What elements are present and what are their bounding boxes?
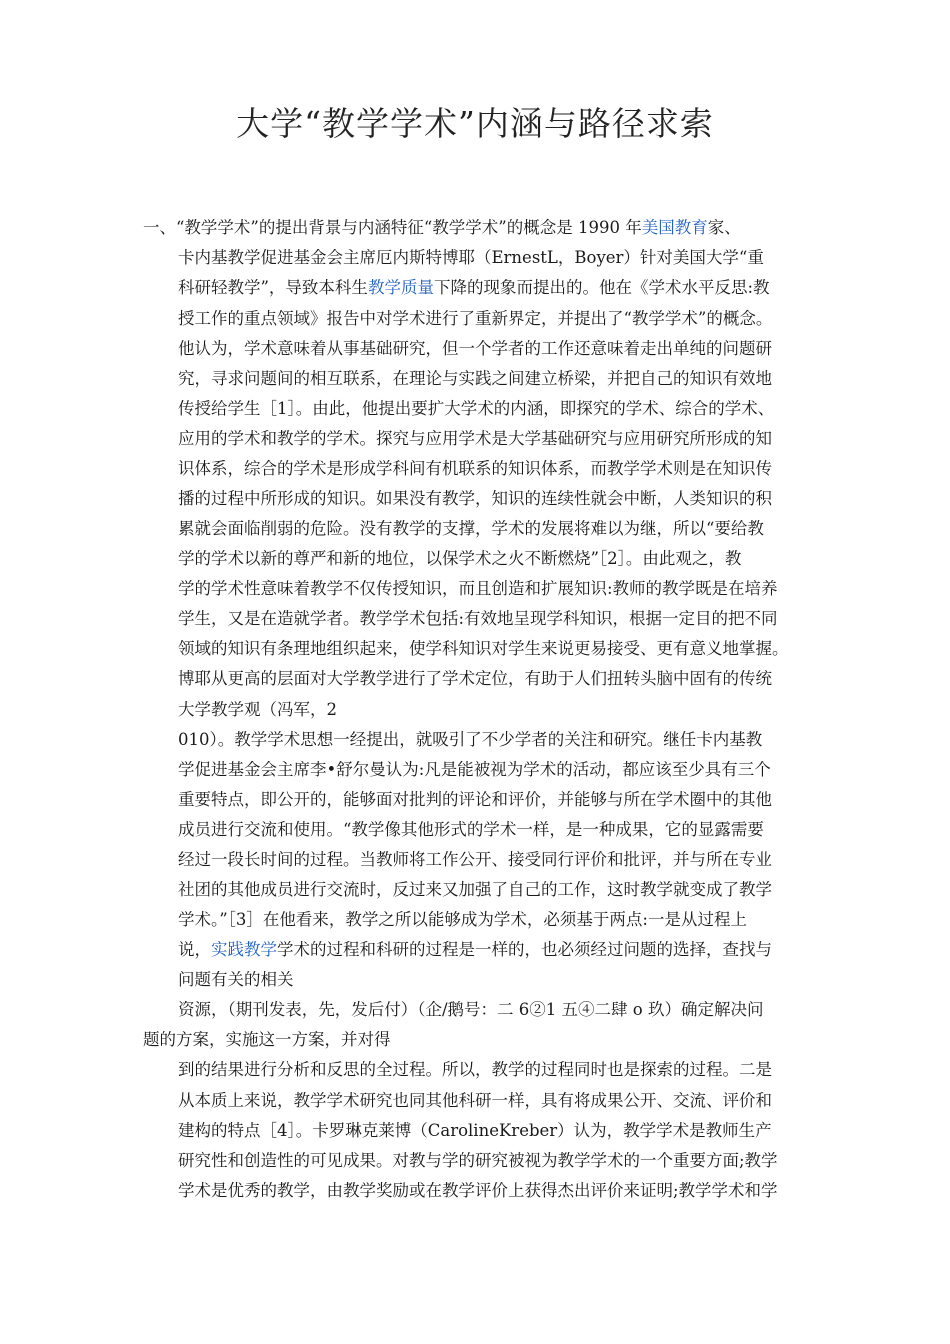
link-practical-teaching[interactable]: 实践教学 <box>211 940 277 959</box>
text-line: 从本质上来说，教学学术研究也同其他科研一样，具有将成果公开、交流、评价和 <box>178 1091 772 1110</box>
text-line: 题的方案，实施这一方案，并对得 <box>143 1030 391 1049</box>
text-line: 识体系，综合的学术是形成学科间有机联系的知识体系，而教学学术则是在知识传 <box>178 459 772 478</box>
text-line: 学的学术以新的尊严和新的地位，以保学术之火不断燃烧”［2］。由此观之，教 <box>178 549 742 568</box>
text-line: 重要特点，即公开的，能够面对批判的评论和评价，并能够与所在学术圈中的其他 <box>178 790 772 809</box>
text-line: 学术是优秀的教学，由教学奖励或在教学评价上获得杰出评价来证明;教学学术和学 <box>178 1181 778 1200</box>
text-run: 说， <box>178 940 211 959</box>
text-line <box>178 273 770 303</box>
text-line: 播的过程中所形成的知识。如果没有教学，知识的连续性就会中断，人类知识的积 <box>178 489 772 508</box>
text-line: 建构的特点［4］。卡罗琳克莱博（CarolineKreber）认为，教学学术是教师生产 <box>178 1121 772 1140</box>
link-teaching-quality[interactable]: 教学质量 <box>367 278 434 297</box>
text-line: 社团的其他成员进行交流时，反过来又加强了自己的工作，这时教学就变成了教学 <box>178 880 772 899</box>
text-line: 卡内基教学促进基金会主席厄内斯特博耶（ErnestL，Boyer）针对美国大学“重 <box>178 248 764 267</box>
text-line: 研究性和创造性的可见成果。对教与学的研究被视为教学学术的一个重要方面;教学 <box>178 1151 778 1170</box>
text-line: 资源，（期刊发表，先，发后付）（企/鹅号：二 6②1 五④二肆 o 玖）确定解决问 <box>178 1000 764 1019</box>
text-line: 到的结果进行分析和反思的全过程。所以，教学的过程同时也是探索的过程。二是 <box>178 1060 772 1079</box>
text-line: 学术。”［3］在他看来，教学之所以能够成为学术，必须基于两点:一是从过程上 <box>178 910 747 929</box>
text-line <box>178 935 772 965</box>
link-american-education[interactable]: 美国教育 <box>641 218 708 237</box>
text-line: 他认为，学术意味着从事基础研究，但一个学者的工作还意味着走出单纯的问题研 <box>178 339 772 358</box>
text-line <box>143 213 741 243</box>
text-line: 学的学术性意味着教学不仅传授知识，而且创造和扩展知识:教师的教学既是在培养 <box>178 579 778 598</box>
text-line: 经过一段长时间的过程。当教师将工作公开、接受同行评价和批评，并与所在专业 <box>178 850 772 869</box>
text-line: 领域的知识有条理地组织起来，使学科知识对学生来说更易接受、更有意义地掌握。 <box>178 639 789 658</box>
text-line: 学促进基金会主席李•舒尔曼认为:凡是能被视为学术的活动，都应该至少具有三个 <box>178 760 771 779</box>
text-line: 应用的学术和教学的学术。探究与应用学术是大学基础研究与应用研究所形成的知 <box>178 429 772 448</box>
text-line: 成员进行交流和使用。“教学像其他形式的学术一样，是一种成果，它的显露需要 <box>178 820 764 839</box>
text-run: 科研轻教学”，导致本科生 <box>178 278 368 297</box>
text-line: 大学教学观（冯军，2 <box>178 700 337 719</box>
text-run: 一、“教学学术”的提出背景与内涵特征“教学学术”的概念是 1990 年 <box>143 218 642 237</box>
text-line: 传授给学生［1］。由此，他提出要扩大学术的内涵，即探究的学术、综合的学术、 <box>178 399 775 418</box>
text-run: 家、 <box>707 218 741 237</box>
text-line: 010）。教学学术思想一经提出，就吸引了不少学者的关注和研究。继任卡内基教 <box>178 730 763 749</box>
text-line: 授工作的重点领域》报告中对学术进行了重新界定，并提出了“教学学术”的概念。 <box>178 309 773 328</box>
text-line: 问题有关的相关 <box>178 970 294 989</box>
text-line: 累就会面临削弱的危险。没有教学的支撑，学术的发展将难以为继，所以“要给教 <box>178 519 764 538</box>
text-line: 学生，又是在造就学者。教学学术包括:有效地呈现学科知识，根据一定目的把不同 <box>178 609 778 628</box>
text-run: 学术的过程和科研的过程是一样的，也必须经过问题的选择，查找与 <box>277 940 772 959</box>
text-line: 究，寻求问题间的相互联系，在理论与实践之间建立桥梁，并把自己的知识有效地 <box>178 369 772 388</box>
text-line: 博耶从更高的层面对大学教学进行了学术定位，有助于人们扭转头脑中固有的传统 <box>178 669 772 688</box>
text-run: 下降的现象而提出的。他在《学术水平反思:教 <box>433 278 770 297</box>
document-title: 大学“教学学术”内涵与路径求索 <box>236 104 714 143</box>
